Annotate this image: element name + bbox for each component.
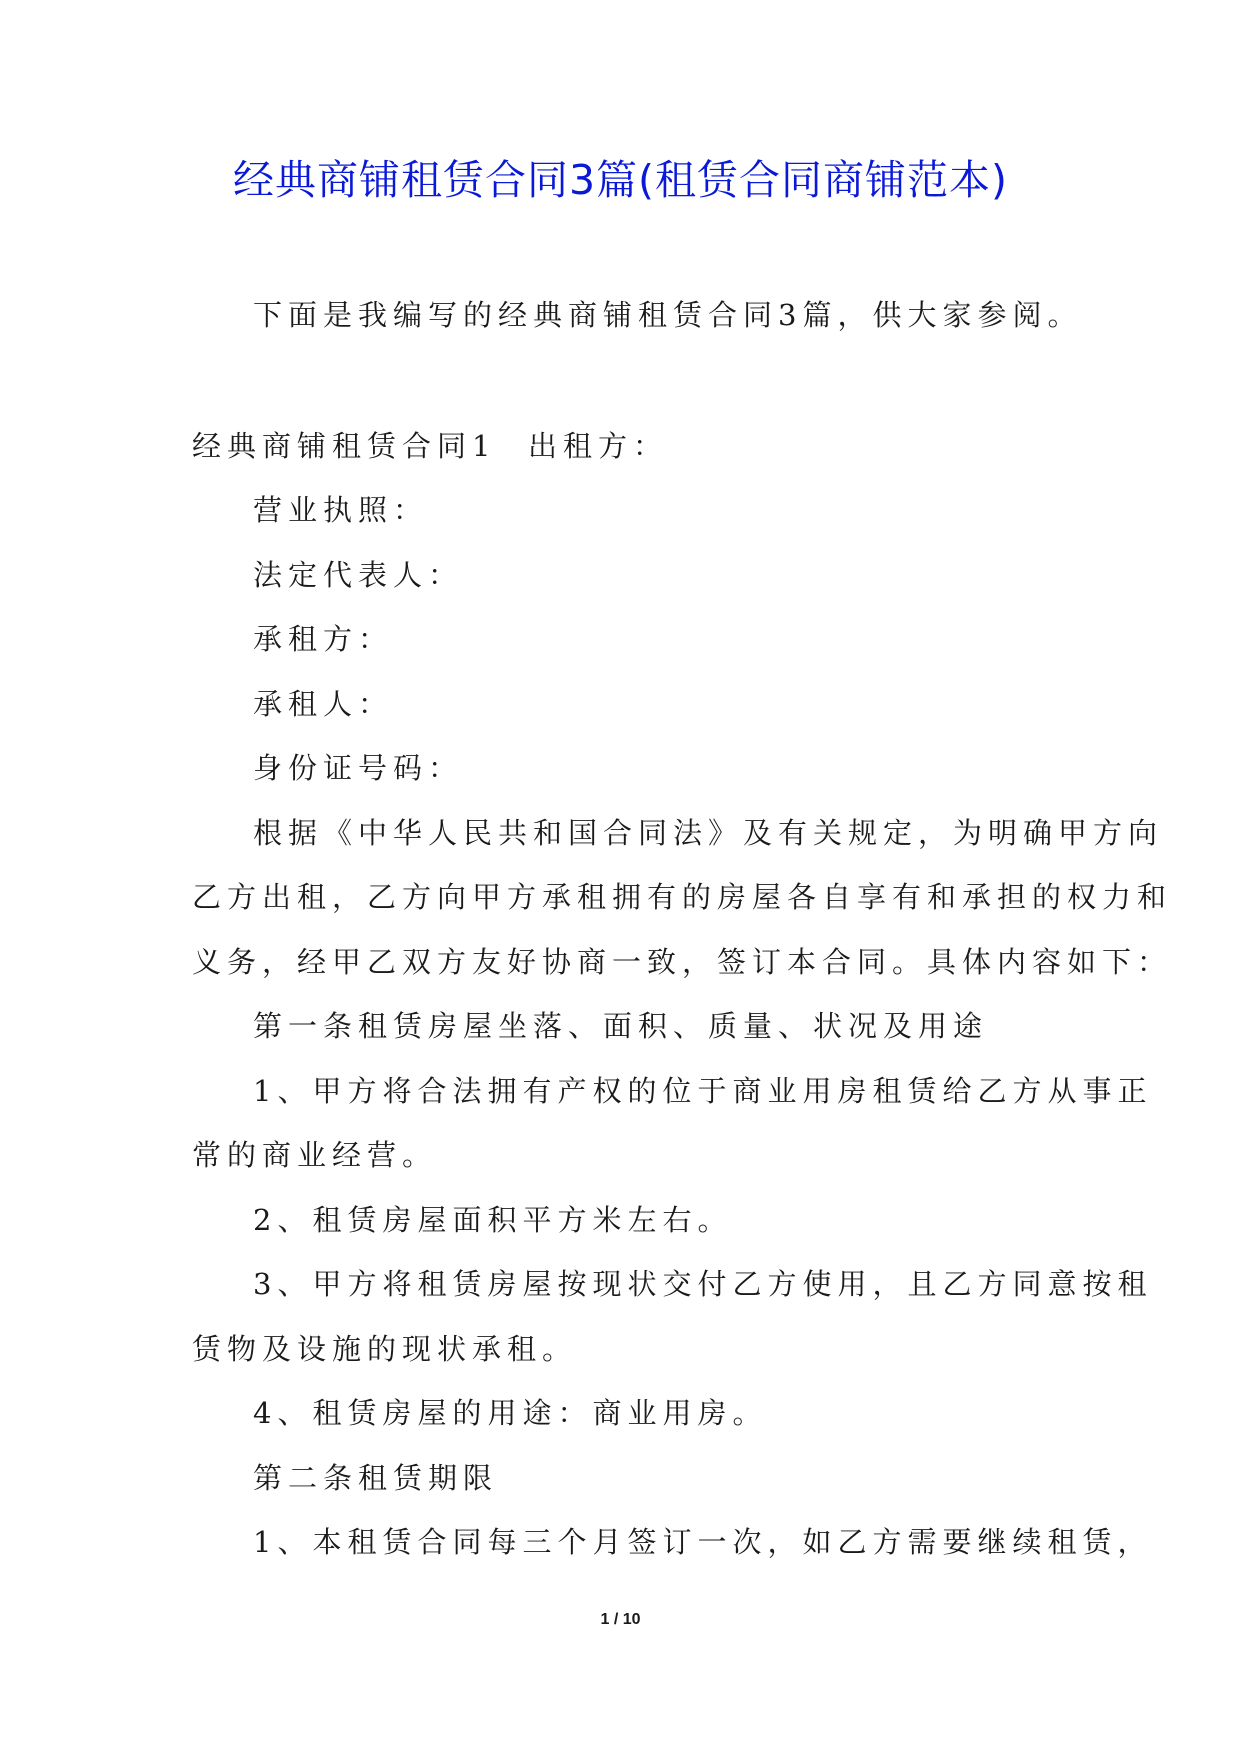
intro-paragraph: 下面是我编写的经典商铺租赁合同3篇，供大家参阅。 <box>253 298 1083 332</box>
business-license-line: 营业执照： <box>253 493 429 527</box>
article-two-heading: 第二条租赁期限 <box>253 1461 499 1495</box>
paragraph-line: 根据《中华人民共和国合同法》及有关规定，为明确甲方向 <box>253 816 1164 850</box>
clause-line: 常的商业经营。 <box>192 1138 438 1172</box>
clause-line: 3、甲方将租赁房屋按现状交付乙方使用，且乙方同意按租 <box>253 1267 1153 1301</box>
document-title: 经典商铺租赁合同3篇(租赁合同商铺范本) <box>232 156 1009 204</box>
page-indicator: 1 / 10 <box>600 1611 641 1628</box>
clause-line: 2、租赁房屋面积平方米左右。 <box>253 1203 733 1237</box>
clause-line: 1、本租赁合同每三个月签订一次，如乙方需要继续租赁， <box>253 1525 1153 1559</box>
lessee-person-line: 承租人： <box>253 687 394 721</box>
clause-line: 4、租赁房屋的用途：商业用房。 <box>253 1396 768 1430</box>
article-one-heading: 第一条租赁房屋坐落、面积、质量、状况及用途 <box>253 1009 989 1043</box>
lessee-party-line: 承租方： <box>253 622 394 656</box>
legal-representative-line: 法定代表人： <box>253 558 464 592</box>
contract-heading: 经典商铺租赁合同1 <box>192 429 497 463</box>
clause-line: 赁物及设施的现状承租。 <box>192 1332 578 1366</box>
paragraph-line: 乙方出租，乙方向甲方承租拥有的房屋各自享有和承担的权力和 <box>192 880 1173 914</box>
id-number-line: 身份证号码： <box>253 751 464 785</box>
clause-line: 1、甲方将合法拥有产权的位于商业用房租赁给乙方从事正 <box>253 1074 1153 1108</box>
lessor-label: 出租方： <box>528 429 669 463</box>
paragraph-line: 义务，经甲乙双方友好协商一致，签订本合同。具体内容如下： <box>192 945 1173 979</box>
